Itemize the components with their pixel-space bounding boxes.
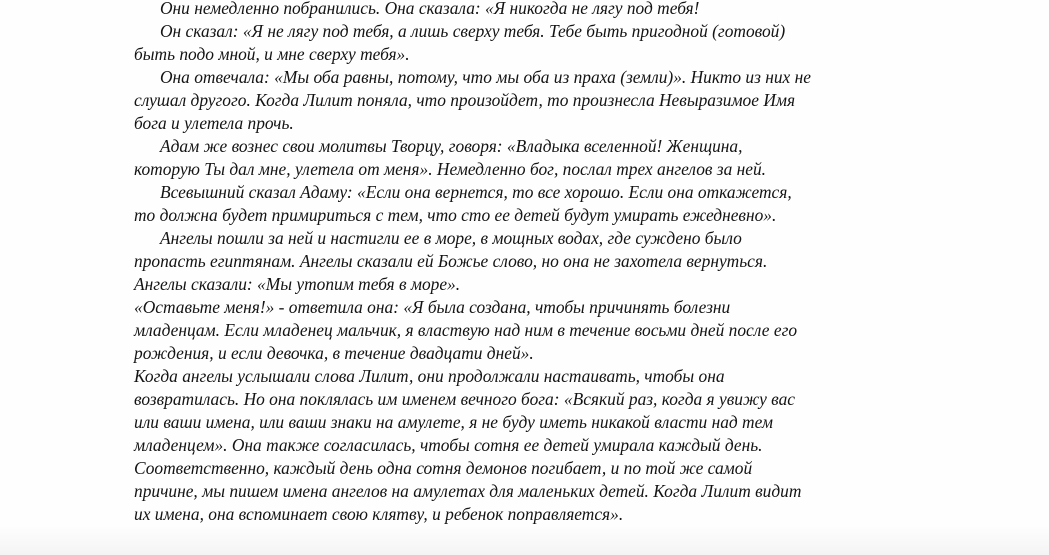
bottom-shadow <box>0 525 1049 555</box>
text-line: Ангелы пошли за ней и настигли ее в море, в мощных водах, где суждено было <box>160 228 742 248</box>
text-line: Адам же вознес свои молитвы Творцу, говоря: «Владыка вселенной! Женщина, <box>160 136 743 156</box>
text-line: возвратилась. Но она поклялась им именем вечного бога: «Всякий раз, когда я увижу вас <box>134 389 796 409</box>
text-line: младенцем». Она также согласилась, чтобы сотня ее детей умирала каждый день. <box>134 435 763 455</box>
text-line: то должна будет примириться с тем, что сто ее детей будут умирать ежедневно». <box>134 205 777 225</box>
document-text <box>134 0 934 526</box>
text-line: Ангелы сказали: «Мы утопим тебя в море». <box>134 274 461 294</box>
text-line: или ваши имена, или ваши знаки на амулете, я не буду иметь никакой власти над тем <box>134 412 773 432</box>
text-line: пропасть египтянам. Ангелы сказали ей Божье слово, но она не захотела вернуться. <box>134 251 768 271</box>
text-line: рождения, и если девочка, в течение двадцати дней». <box>134 343 534 363</box>
text-line: быть подо мной, и мне сверху тебя». <box>134 44 410 64</box>
text-line: Он сказал: «Я не лягу под тебя, а лишь сверху тебя. Тебе быть пригодной (готовой) <box>160 21 786 41</box>
text-line: младенцам. Если младенец мальчик, я властвую над ним в течение восьми дней после его <box>134 320 798 340</box>
text-line: причине, мы пишем имена ангелов на амулетах для маленьких детей. Когда Лилит видит <box>134 481 802 501</box>
text-line: Когда ангелы услышали слова Лилит, они продолжали настаивать, чтобы она <box>134 366 725 386</box>
text-line: их имена, она вспоминает свою клятву, и ребенок поправляется». <box>134 504 624 524</box>
text-line: слушал другого. Когда Лилит поняла, что произойдет, то произнесла Невыразимое Имя <box>134 90 796 110</box>
text-line: «Оставьте меня!» - ответила она: «Я была создана, чтобы причинять болезни <box>134 297 731 317</box>
text-line: которую Ты дал мне, улетела от меня». Немедленно бог, послал трех ангелов за ней. <box>134 159 766 179</box>
text-line: Она отвечала: «Мы оба равны, потому, что мы оба из праха (земли)». Никто из них не <box>160 67 811 87</box>
text-line: Соответственно, каждый день одна сотня демонов погибает, и по той же самой <box>134 458 753 478</box>
text-line: Они немедленно побранились. Она сказала: «Я никогда не лягу под тебя! <box>160 0 700 18</box>
text-line: бога и улетела прочь. <box>134 113 294 133</box>
text-line: Всевышний сказал Адаму: «Если она вернется, то все хорошо. Если она откажется, <box>160 182 792 202</box>
